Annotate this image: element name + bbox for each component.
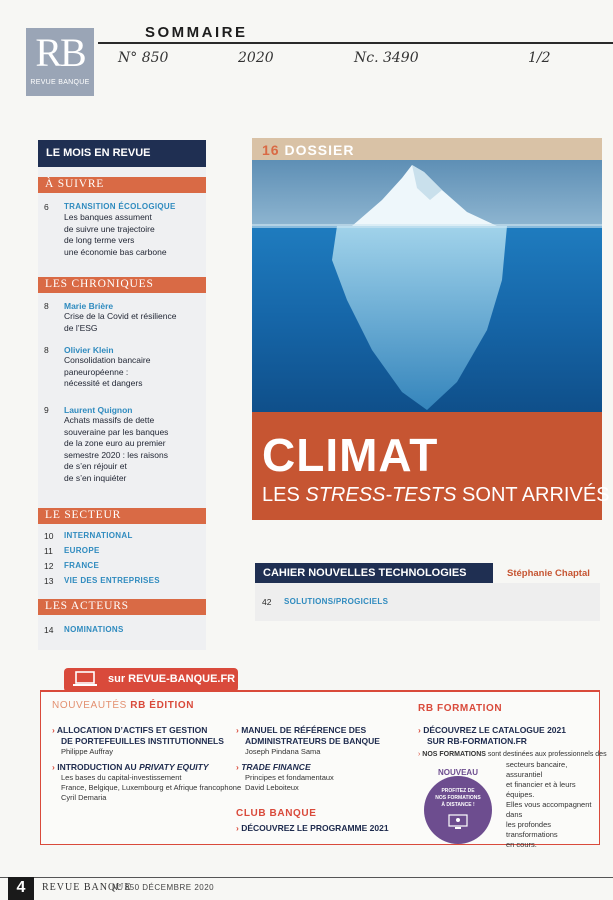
book-subtitle: Principes et fondamentaux xyxy=(245,773,334,782)
title-rule xyxy=(98,42,613,44)
list-item[interactable] xyxy=(44,576,160,591)
footer-brand: REVUE BANQUE xyxy=(42,882,132,893)
page-number: 13 xyxy=(44,576,54,586)
chevron-right-icon: › xyxy=(236,823,242,833)
article-line: de suivre une trajectoire xyxy=(64,223,155,234)
book-item[interactable] xyxy=(236,762,406,793)
section-secteur: LE SECTEUR xyxy=(38,508,206,524)
book-title-line: MANUEL DE RÉFÉRENCE DES xyxy=(241,725,367,735)
list-item[interactable] xyxy=(44,561,160,576)
list-item[interactable] xyxy=(44,405,168,484)
page-number: 11 xyxy=(44,546,53,556)
formation-line: et financier et à leurs équipes. xyxy=(506,780,576,799)
book-item[interactable] xyxy=(52,762,242,803)
formation-line: Elles vous accompagnent dans xyxy=(506,800,592,819)
rubric-title: INTERNATIONAL xyxy=(64,531,133,540)
book-title-pre: INTRODUCTION AU xyxy=(57,762,140,772)
book-title-line: ADMINISTRATEURS DE BANQUE xyxy=(245,736,380,746)
page-number: 10 xyxy=(44,531,54,541)
book-title-line: ALLOCATION D’ACTIFS ET GESTION xyxy=(56,725,208,735)
formation-line: SUR RB-FORMATION.FR xyxy=(427,736,527,746)
article-line: semestre 2020 : les raisons xyxy=(64,449,168,460)
page-number: 6 xyxy=(44,202,49,212)
page-number-badge: 4 xyxy=(8,877,34,900)
subtitle-emphasis: STRESS-TESTS xyxy=(305,484,457,506)
article-line: Achats massifs de dette xyxy=(64,415,155,425)
article-line: Consolidation bancaire xyxy=(64,355,151,365)
article-line: nécessité et dangers xyxy=(64,378,143,388)
book-title-em: TRADE FINANCE xyxy=(241,762,311,772)
revue-banque-link-label[interactable]: sur REVUE-BANQUE.FR xyxy=(108,673,236,685)
list-item[interactable] xyxy=(44,546,160,561)
book-subtitle: Les bases du capital-investissement xyxy=(61,773,182,782)
dossier-heading[interactable] xyxy=(262,142,354,158)
nouveau-badge[interactable] xyxy=(424,768,492,844)
list-item[interactable] xyxy=(262,597,388,607)
formation-line: en cours. xyxy=(506,840,537,849)
chevron-right-icon: › xyxy=(52,762,58,772)
page-title: SOMMAIRE xyxy=(145,24,248,41)
article-line: une économie bas carbone xyxy=(64,246,167,257)
chevron-right-icon: › xyxy=(236,725,242,735)
logo-subtitle: REVUE BANQUE xyxy=(30,79,90,86)
page-number: 8 xyxy=(44,301,49,311)
chevron-right-icon: › xyxy=(52,725,57,735)
book-author: Cyril Demaria xyxy=(61,793,107,802)
list-item[interactable] xyxy=(44,301,176,334)
book-author: Philippe Auffray xyxy=(61,747,113,756)
dossier-page-number: 16 xyxy=(262,142,280,158)
edition-heading xyxy=(52,700,194,711)
author-name: Laurent Quignon xyxy=(64,405,133,415)
badge-line: PROFITEZ DE xyxy=(441,788,475,794)
article-line: paneuropéenne : xyxy=(64,366,129,377)
dossier-subtitle xyxy=(262,484,610,507)
iceberg-image xyxy=(252,160,602,412)
formation-item[interactable] xyxy=(418,725,593,747)
rubric-title: EUROPE xyxy=(64,546,100,555)
book-item[interactable] xyxy=(52,725,227,757)
page-number: 12 xyxy=(44,561,54,571)
cahier-author: Stéphanie Chaptal xyxy=(495,563,600,583)
rubric-title: NOMINATIONS xyxy=(64,625,124,634)
club-heading: CLUB BANQUE xyxy=(236,808,317,819)
article-line: Crise de la Covid et résilience xyxy=(64,311,177,321)
formation-text: sont destinées aux professionnels des xyxy=(485,751,607,758)
section-chroniques: LES CHRONIQUES xyxy=(38,277,206,293)
rubric-title: VIE DES ENTREPRISES xyxy=(64,576,160,585)
section-a-suivre: À SUIVRE xyxy=(38,177,206,193)
dossier-label: DOSSIER xyxy=(284,142,355,158)
formation-line: les profondes transformations xyxy=(506,820,558,839)
book-title-line: DE PORTEFEUILLES INSTITUTIONNELS xyxy=(61,736,224,746)
edition-heading-pre: NOUVEAUTÉS xyxy=(52,700,131,711)
book-title-em: PRIVATY EQUITY xyxy=(139,762,209,772)
article-line: de long terme vers xyxy=(64,235,135,245)
book-author: David Leboiteux xyxy=(245,783,299,792)
list-item[interactable] xyxy=(44,202,176,258)
badge-top-label: NOUVEAU xyxy=(437,768,478,777)
page-number: 14 xyxy=(44,625,54,635)
revue-banque-logo xyxy=(26,28,94,96)
logo-letters: RB xyxy=(35,30,85,75)
footer-issue: N° 850 DÉCEMBRE 2020 xyxy=(112,883,215,892)
secteur-list xyxy=(44,531,160,591)
book-author: Joseph Pindana Sama xyxy=(245,747,321,756)
formation-bold: NOS FORMATIONS xyxy=(422,751,486,758)
rubric-title: SOLUTIONS/PROGICIELS xyxy=(284,597,389,606)
article-line: Les banques assument xyxy=(64,212,152,222)
edition-heading-bold: RB ÉDITION xyxy=(130,700,195,711)
club-item[interactable] xyxy=(236,823,389,834)
cahier-heading: CAHIER NOUVELLES TECHNOLOGIES xyxy=(255,563,493,583)
dossier-title[interactable]: CLIMAT xyxy=(262,429,439,481)
formation-line: DÉCOUVREZ LE CATALOGUE 2021 xyxy=(423,725,566,735)
chevron-right-icon: › xyxy=(236,762,242,772)
book-subtitle: France, Belgique, Luxembourg et Afrique francophone xyxy=(61,783,242,792)
mois-en-revue-heading: LE MOIS EN REVUE xyxy=(38,140,206,167)
laptop-icon xyxy=(72,671,98,687)
article-title: TRANSITION ÉCOLOGIQUE xyxy=(64,202,176,211)
article-line: de s’en réjouir et xyxy=(64,461,127,471)
formation-line: secteurs bancaire, assurantiel xyxy=(506,760,568,779)
handwritten-year: 2020 xyxy=(238,50,274,66)
article-line: de l’ESG xyxy=(64,322,98,333)
screen-icon xyxy=(448,814,468,830)
footer-rule xyxy=(0,877,613,878)
article-line: de s’en inquiéter xyxy=(64,472,127,483)
article-line: de la zone euro au premier xyxy=(64,438,166,448)
handwritten-issue: N° 850 xyxy=(118,50,169,66)
subtitle-part: LES xyxy=(262,484,306,506)
article-line: souveraine par les banques xyxy=(64,426,169,437)
badge-line: À DISTANCE ! xyxy=(441,802,475,808)
chevron-right-icon: › xyxy=(418,725,424,735)
handwritten-ref: Nc. 3490 xyxy=(354,50,419,66)
badge-line: NOS FORMATIONS xyxy=(435,795,481,801)
page-number: 42 xyxy=(262,597,272,607)
rubric-title: FRANCE xyxy=(64,561,100,570)
list-item[interactable] xyxy=(44,345,150,390)
page-number: 8 xyxy=(44,345,49,355)
author-name: Olivier Klein xyxy=(64,345,114,355)
subtitle-part: SONT ARRIVÉS xyxy=(456,484,610,506)
section-acteurs: LES ACTEURS xyxy=(38,599,206,615)
page-number: 9 xyxy=(44,405,49,415)
club-item-label: DÉCOUVREZ LE PROGRAMME 2021 xyxy=(241,823,389,833)
handwritten-page: 1/2 xyxy=(528,50,551,66)
formation-heading: RB FORMATION xyxy=(418,703,503,714)
chevron-right-icon: › xyxy=(418,751,423,758)
list-item[interactable] xyxy=(44,625,124,635)
list-item[interactable] xyxy=(44,531,160,546)
author-name: Marie Brière xyxy=(64,301,114,311)
book-item[interactable] xyxy=(236,725,406,757)
